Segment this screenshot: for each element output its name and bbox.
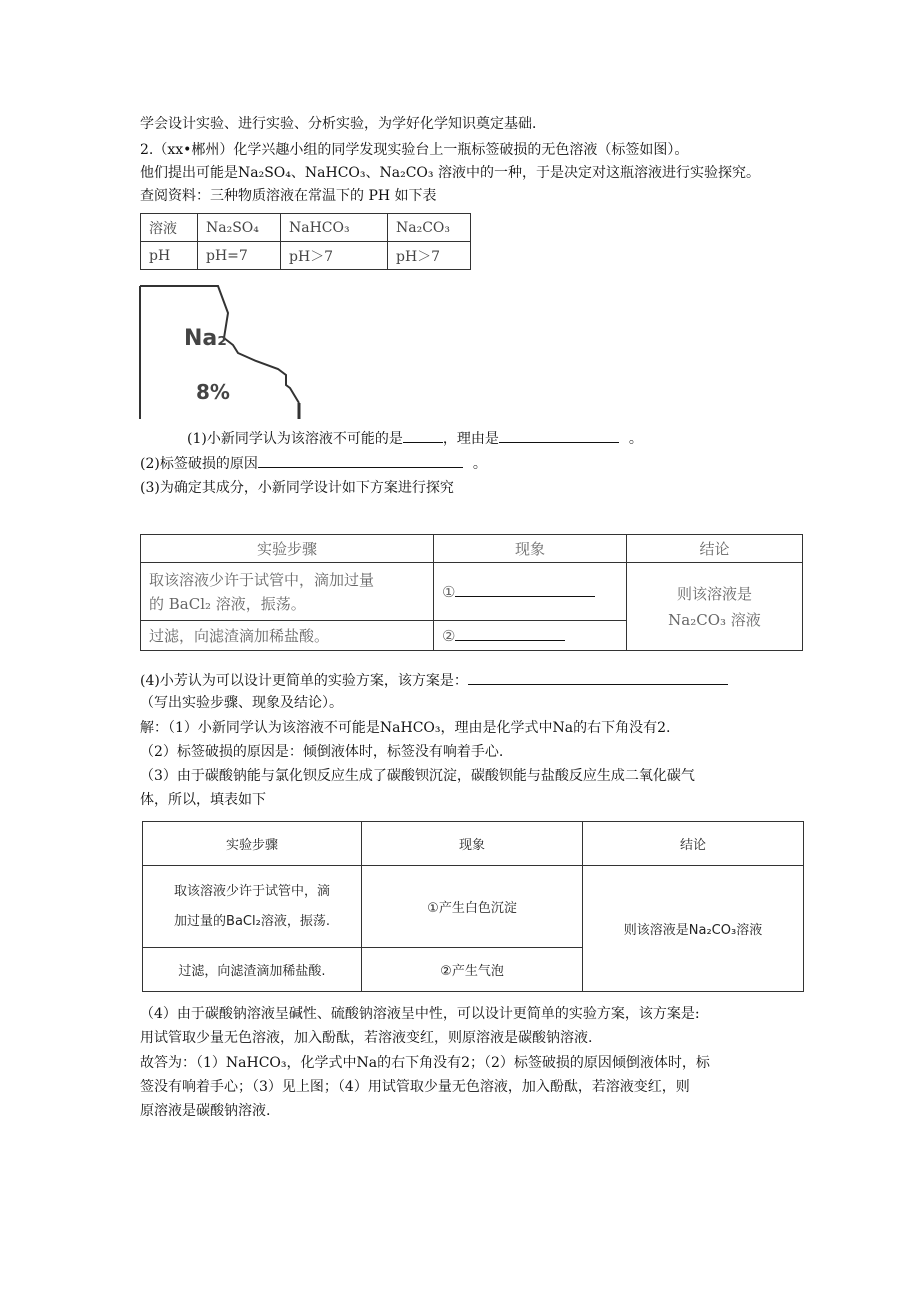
question-3: (3)为确定其成分，小新同学设计如下方案进行探究	[140, 480, 454, 496]
q4-prefix: (4)小芳认为可以设计更简单的实验方案，该方案是：	[140, 673, 468, 689]
question-1	[187, 428, 643, 449]
ph-table-value-row	[141, 242, 471, 270]
ans-step-1	[143, 866, 362, 948]
experiment-table	[140, 534, 803, 651]
ph-table	[140, 213, 471, 270]
ans-step-1-line-2: 加过量的BaCl₂溶液，振荡.	[174, 913, 330, 929]
answer-table	[142, 821, 804, 992]
ph-table-header-row	[141, 214, 471, 242]
solution-4b: 用试管取少量无色溶液，加入酚酞，若溶液变红，则原溶液是碳酸钠溶液.	[140, 1030, 593, 1046]
solution-1: 解：（1）小新同学认为该溶液不可能是NaHCO₃，理由是化学式中Na的右下角没有2.	[140, 720, 671, 736]
ans-step-1-line-1: 取该溶液少许于试管中，滴	[173, 883, 330, 899]
phen-2-marker: ②	[442, 627, 456, 645]
solution-4a: （4）由于碳酸钠溶液呈碱性、硫酸钠溶液呈中性，可以设计更简单的实验方案，该方案是:	[140, 1006, 700, 1022]
answer-line-c: 原溶液是碳酸钠溶液.	[140, 1103, 271, 1119]
ph-cell: Na₂CO₃	[388, 214, 471, 242]
ans-phenomenon-1: ①产生白色沉淀	[362, 866, 583, 948]
label-text-percent: 8%	[196, 380, 230, 404]
q1-suffix: 。	[628, 431, 643, 447]
exp-phenomenon-2	[434, 621, 627, 651]
question-4-note: （写出实验步骤、现象及结论）。	[140, 695, 343, 711]
question-4	[140, 670, 728, 691]
problem-line-2: 他们提出可能是Na₂SO₄、NaHCO₃、Na₂CO₃ 溶液中的一种，于是决定对这瓶溶液进行实验探究。	[140, 165, 760, 181]
exp-header-row	[141, 535, 803, 563]
q2-blank[interactable]	[258, 453, 463, 468]
exp-conclusion-line-2: Na₂CO₃ 溶液	[668, 610, 761, 629]
ans-header-phenomenon: 现象	[362, 822, 583, 866]
exp-step-1-line-1: 取该溶液少许于试管中，滴加过量	[149, 570, 375, 589]
ans-phenomenon-2: ②产生气泡	[362, 948, 583, 992]
solution-3b: 体，所以，填表如下	[140, 792, 266, 808]
ans-step-2: 过滤，向滤渣滴加稀盐酸.	[143, 948, 362, 992]
solution-2: （2）标签破损的原因是：倾倒液体时，标签没有响着手心.	[140, 744, 504, 760]
problem-line-3: 查阅资料：三种物质溶液在常温下的 PH 如下表	[140, 188, 437, 204]
ph-cell: Na₂SO₄	[198, 214, 281, 242]
ans-row-1	[143, 866, 804, 948]
exp-row-1	[141, 563, 803, 621]
answer-line-a: 故答为：（1）NaHCO₃，化学式中Na的右下角没有2；（2）标签破损的原因倾倒液体时，标	[140, 1055, 710, 1071]
exp-step-2: 过滤，向滤渣滴加稀盐酸。	[141, 621, 434, 651]
q4-blank[interactable]	[468, 670, 728, 685]
ph-cell: NaHCO₃	[281, 214, 388, 242]
exp-header-conclusion: 结论	[627, 535, 803, 563]
q1-blank-2[interactable]	[499, 428, 619, 443]
exp-header-steps: 实验步骤	[141, 535, 434, 563]
exp-header-phenomenon: 现象	[434, 535, 627, 563]
exp-step-1	[141, 563, 434, 621]
problem-line-1: 2.（xx•郴州）化学兴趣小组的同学发现实验台上一瓶标签破损的无色溶液（标签如图）。	[140, 142, 689, 158]
exp-conclusion-line-1: 则该溶液是	[676, 584, 752, 603]
ph-cell: pH	[141, 242, 198, 270]
exp-conclusion	[627, 563, 803, 651]
torn-label-image	[138, 283, 308, 423]
ans-header-row	[143, 822, 804, 866]
answer-line-b: 签没有响着手心；（3）见上图；（4）用试管取少量无色溶液，加入酚酞，若溶液变红，则	[140, 1079, 690, 1095]
ph-cell: pH＞7	[281, 242, 388, 270]
ans-header-steps: 实验步骤	[143, 822, 362, 866]
exp-phenomenon-1	[434, 563, 627, 621]
ans-conclusion: 则该溶液是Na₂CO₃溶液	[583, 866, 804, 992]
phen-1-marker: ①	[442, 583, 456, 601]
q2-suffix: 。	[472, 456, 487, 472]
q2-prefix: (2)标签破损的原因	[140, 456, 258, 472]
q1-mid: ，理由是	[442, 431, 499, 447]
q1-blank-1[interactable]	[403, 428, 443, 443]
label-text-na: Na₂	[184, 326, 227, 351]
exp-step-1-line-2: 的 BaCl₂ 溶液，振荡。	[149, 594, 306, 613]
ph-cell: 溶液	[141, 214, 198, 242]
phen-2-blank[interactable]	[455, 626, 565, 641]
ph-cell: pH=7	[198, 242, 281, 270]
ph-cell: pH＞7	[388, 242, 471, 270]
q1-prefix: (1)小新同学认为该溶液不可能的是	[187, 431, 403, 447]
solution-3a: （3）由于碳酸钠能与氯化钡反应生成了碳酸钡沉淀，碳酸钡能与盐酸反应生成二氧化碳气	[140, 768, 695, 784]
ans-header-conclusion: 结论	[583, 822, 804, 866]
phen-1-blank[interactable]	[455, 582, 595, 597]
question-2	[140, 453, 487, 474]
intro-text: 学会设计实验、进行实验、分析实验，为学好化学知识奠定基础．	[140, 116, 546, 132]
